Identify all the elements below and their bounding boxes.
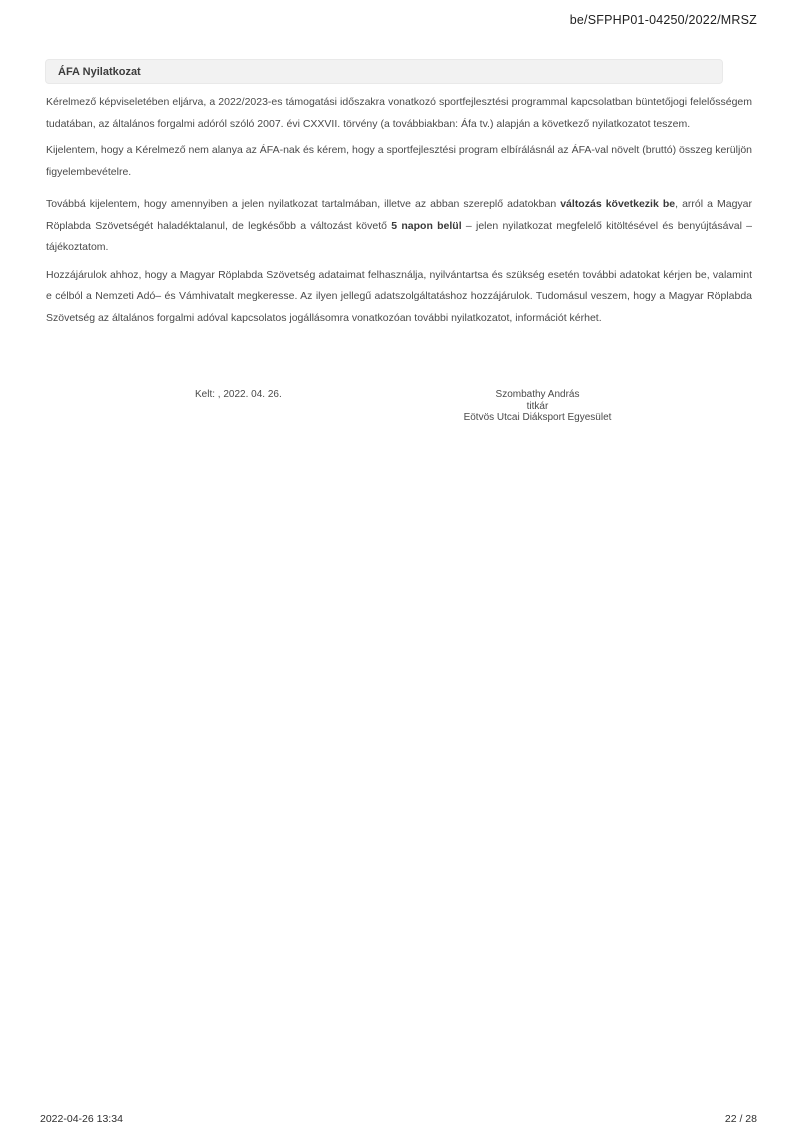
paragraph-change-notification <box>46 194 752 259</box>
paragraph-change-notification-text: Továbbá kijelentem, hogy amennyiben a jelen nyilatkozat tartalmában, illetve az abban szereplő adatokban <box>46 198 561 210</box>
footer-generated-datetime: 2022-04-26 13:34 <box>40 1113 123 1125</box>
bold-change-occurs: változás következik be <box>560 198 676 210</box>
document-reference-number: be/SFPHP01-04250/2022/MRSZ <box>569 13 757 27</box>
paragraph-vat-status: Kijelentem, hogy a Kérelmező nem alanya az ÁFA-nak és kérem, hogy a sportfejlesztési program elbírálásnál az ÁFA-val növelt (bruttó) összeg kerüljön figyelembevételre. <box>46 144 752 178</box>
paragraph-change-notification-mid: , arról a Magyar Röplabda Szövetségét haladéktalanul, de legkésőbb a változást követő <box>46 198 752 232</box>
paragraph-legal-basis: Kérelmező képviseletében eljárva, a 2022/2023-es támogatási időszakra vonatkozó sportfejlesztési programmal kapcsolatban büntetőjogi felelősségem tudatában, az általános forgalmi adóról szóló 2007. évi CXXVII. törvény (a továbbiakban: Áfa tv.) alapján a következő nyilatkozatot teszem. <box>46 96 752 130</box>
section-header-bar <box>45 59 723 84</box>
date-of-signing: Kelt: , 2022. 04. 26. <box>195 389 282 400</box>
paragraph-change-notification-end: – jelen nyilatkozat megfelelő kitöltésével és benyújtásával – tájékoztatom. <box>46 219 753 253</box>
signer-role: titkár <box>526 400 549 412</box>
signer-name: Szombathy András <box>495 389 580 400</box>
signer-organization: Eötvös Utcai Diáksport Egyesület <box>463 412 612 423</box>
footer-page-indicator: 22 / 28 <box>724 1113 757 1125</box>
section-title: ÁFA Nyilatkozat <box>58 65 141 78</box>
declaration-body <box>46 90 752 329</box>
bold-five-days: 5 napon belül <box>391 219 462 232</box>
paragraph-data-consent: Hozzájárulok ahhoz, hogy a Magyar Röplabda Szövetség adataimat felhasználja, nyilvántartsa és szükség esetén további adatokat kérjen be, valamint e célból a Nemzeti Adó– és Vámhivatalt megkeresse. Az ilyen jellegű adatszolgáltatáshoz hozzájárulok. Tudomásul veszem, hogy a Magyar Röplabda Szövetség az általános forgalmi adóval kapcsolatos jogállásomra vonatkozóan további nyilatkozatot, információt kérhet. <box>46 268 752 324</box>
signature-block <box>400 389 675 424</box>
